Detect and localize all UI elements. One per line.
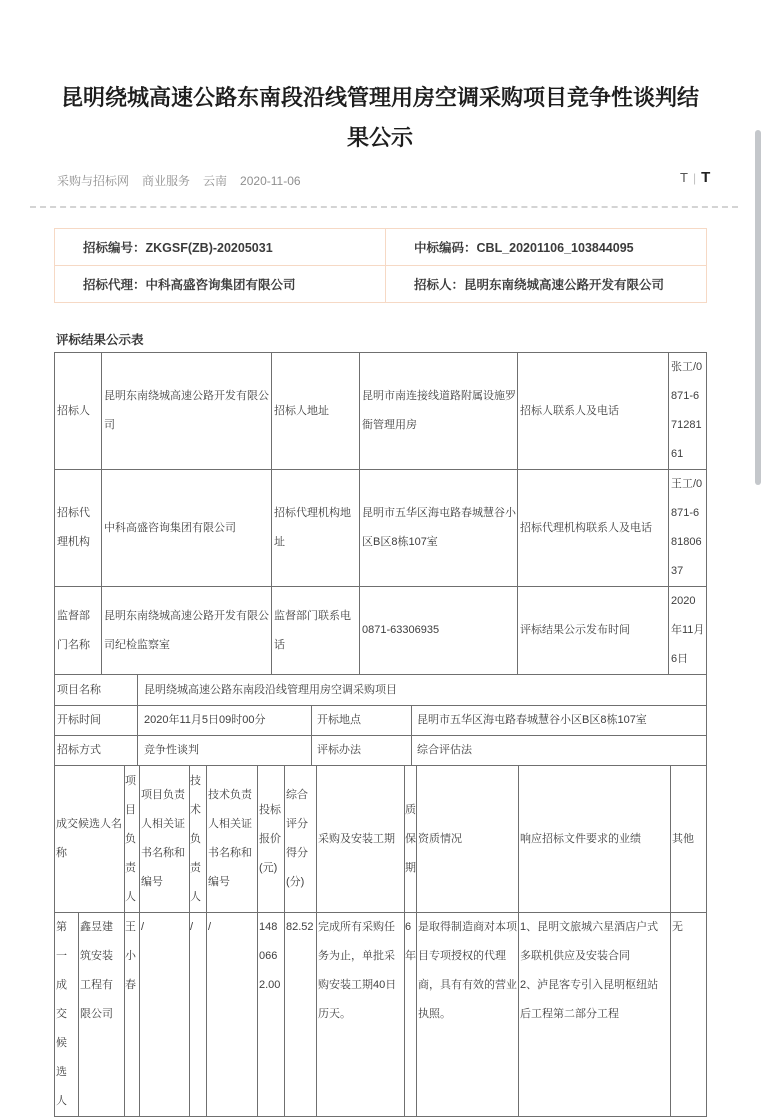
table-row-supervisor: [55, 587, 707, 675]
candidate-data-row: [55, 913, 707, 1117]
header-project-manager: 项目负责人: [125, 766, 140, 913]
summary-info-grid: [54, 228, 707, 303]
cell-supervisor-label: 监督部门名称: [55, 587, 102, 675]
cell-tenderee-name: 昆明东南绕城高速公路开发有限公司: [102, 353, 272, 470]
cell-tech-manager: /: [190, 913, 207, 1117]
font-controls-divider: |: [692, 171, 697, 185]
header-qualification: 资质情况: [417, 766, 519, 913]
cell-publish-time: 2020年11月6日: [669, 587, 707, 675]
cell-agency-contact: 王工/0871-68180637: [669, 470, 707, 587]
performance-item-1: 1、昆明文旅城六星酒店户式多联机供应及安装合同: [520, 921, 659, 962]
info-grid-row: [55, 266, 707, 303]
cell-warranty: 6年: [405, 913, 417, 1117]
table-row-opening: [55, 706, 707, 736]
cell-score: 82.52: [285, 913, 317, 1117]
cell-bid-price: 1480662.00: [258, 913, 285, 1117]
cell-qualification: 是取得制造商对本项目专项授权的代理商，具有有效的营业执照。: [417, 913, 519, 1117]
cell-tenderee-contact: 张工/0871-67128161: [669, 353, 707, 470]
info-card-value: 中科高盛咨询集团有限公司: [145, 278, 296, 292]
header-pm-cert: 项目负责人相关证书名称和编号: [140, 766, 190, 913]
cell-opening-place-label: 开标地点: [312, 706, 412, 736]
performance-item-2: 2、泸昆客专引入昆明枢纽站后工程第二部分工程: [520, 979, 659, 1020]
cell-candidate-name: 鑫昱建筑安装工程有限公司: [79, 913, 125, 1117]
cell-opening-time: 2020年11月5日09时00分: [138, 706, 312, 736]
result-table: [54, 352, 706, 1117]
header-warranty: 质保期: [405, 766, 417, 913]
info-card-bid-number: [55, 229, 386, 266]
cell-publish-time-label: 评标结果公示发布时间: [518, 587, 669, 675]
cell-agency-address: 昆明市五华区海屯路春城慧谷小区B区8栋107室: [360, 470, 518, 587]
cell-duration: 完成所有采购任务为止，单批采购安装工期40日历天。: [317, 913, 405, 1117]
cell-agency-name: 中科高盛咨询集团有限公司: [102, 470, 272, 587]
info-card-label: 招标代理：: [83, 278, 146, 292]
info-card-value: CBL_20201106_103844095: [476, 241, 634, 255]
dashed-divider: [30, 206, 738, 208]
meta-region-link[interactable]: 云南: [203, 174, 228, 188]
cell-tenderee-address: 昆明市南连接线道路附属设施罗衙管理用房: [360, 353, 518, 470]
candidate-table: [54, 765, 707, 1117]
header-tm-cert: 技术负责人相关证书名称和编号: [207, 766, 258, 913]
cell-tenderee-label: 招标人: [55, 353, 102, 470]
page-title: 昆明绕城高速公路东南段沿线管理用房空调采购项目竞争性谈判结果公示: [60, 85, 699, 150]
header-tech-manager: 技术负责人: [190, 766, 207, 913]
cell-supervisor-name: 昆明东南绕城高速公路开发有限公司纪检监察室: [102, 587, 272, 675]
font-size-controls: [680, 169, 710, 186]
cell-other: 无: [671, 913, 707, 1117]
cell-opening-place: 昆明市五华区海屯路春城慧谷小区B区8栋107室: [412, 706, 707, 736]
cell-opening-time-label: 开标时间: [55, 706, 138, 736]
cell-project-name: 昆明绕城高速公路东南段沿线管理用房空调采购项目: [138, 675, 707, 706]
cell-eval-method-label: 评标办法: [312, 736, 412, 766]
cell-rank: 第一成交候选人: [55, 913, 79, 1117]
table-row-project-name: [55, 675, 707, 706]
meta-category-link[interactable]: 商业服务: [142, 174, 191, 188]
info-card-label: 招标人：: [414, 278, 465, 292]
info-card-agency: [55, 266, 386, 303]
cell-pm-cert: /: [140, 913, 190, 1117]
header-other: 其他: [671, 766, 707, 913]
meta-date: 2020-11-06: [240, 174, 301, 188]
cell-supervisor-phone: 0871-63306935: [360, 587, 518, 675]
table-row-tenderee: [55, 353, 707, 470]
header-bid-price: 投标报价(元): [258, 766, 285, 913]
table-row-method: [55, 736, 707, 766]
info-grid-row: [55, 229, 707, 266]
info-card-win-code: [386, 229, 707, 266]
cell-tenderee-contact-label: 招标人联系人及电话: [518, 353, 669, 470]
meta-bar: [57, 172, 301, 189]
basic-info-table: [54, 352, 707, 675]
cell-agency-label: 招标代理机构: [55, 470, 102, 587]
table-row-agency: [55, 470, 707, 587]
info-card-label: 中标编码：: [414, 241, 477, 255]
cell-agency-address-label: 招标代理机构地址: [272, 470, 360, 587]
cell-supervisor-phone-label: 监督部门联系电话: [272, 587, 360, 675]
cell-project-manager: 王小春: [125, 913, 140, 1117]
opening-info-table: [54, 705, 707, 766]
section-title: 评标结果公示表: [56, 333, 144, 347]
cell-tm-cert: /: [207, 913, 258, 1117]
cell-project-name-label: 项目名称: [55, 675, 138, 706]
info-card-label: 招标编号：: [83, 241, 146, 255]
font-size-large-button[interactable]: T: [701, 169, 711, 186]
cell-bid-method-label: 招标方式: [55, 736, 138, 766]
header-score: 综合评分得分(分): [285, 766, 317, 913]
cell-bid-method: 竞争性谈判: [138, 736, 312, 766]
cell-eval-method: 综合评估法: [412, 736, 707, 766]
project-name-table: [54, 674, 707, 706]
font-size-small-button[interactable]: T: [680, 170, 688, 185]
info-card-value: ZKGSF(ZB)-20205031: [145, 241, 273, 255]
cell-performance: [519, 913, 671, 1117]
cell-agency-contact-label: 招标代理机构联系人及电话: [518, 470, 669, 587]
header-candidate-name: 成交候选人名称: [55, 766, 125, 913]
candidate-header-row: [55, 766, 707, 913]
info-card-tenderee: [386, 266, 707, 303]
info-card-value: 昆明东南绕城高速公路开发有限公司: [464, 278, 665, 292]
meta-source-link[interactable]: 采购与招标网: [57, 174, 130, 188]
scrollbar: [754, 0, 762, 1077]
scrollbar-thumb[interactable]: [755, 130, 761, 485]
header-performance: 响应招标文件要求的业绩: [519, 766, 671, 913]
header-duration: 采购及安装工期: [317, 766, 405, 913]
cell-tenderee-address-label: 招标人地址: [272, 353, 360, 470]
